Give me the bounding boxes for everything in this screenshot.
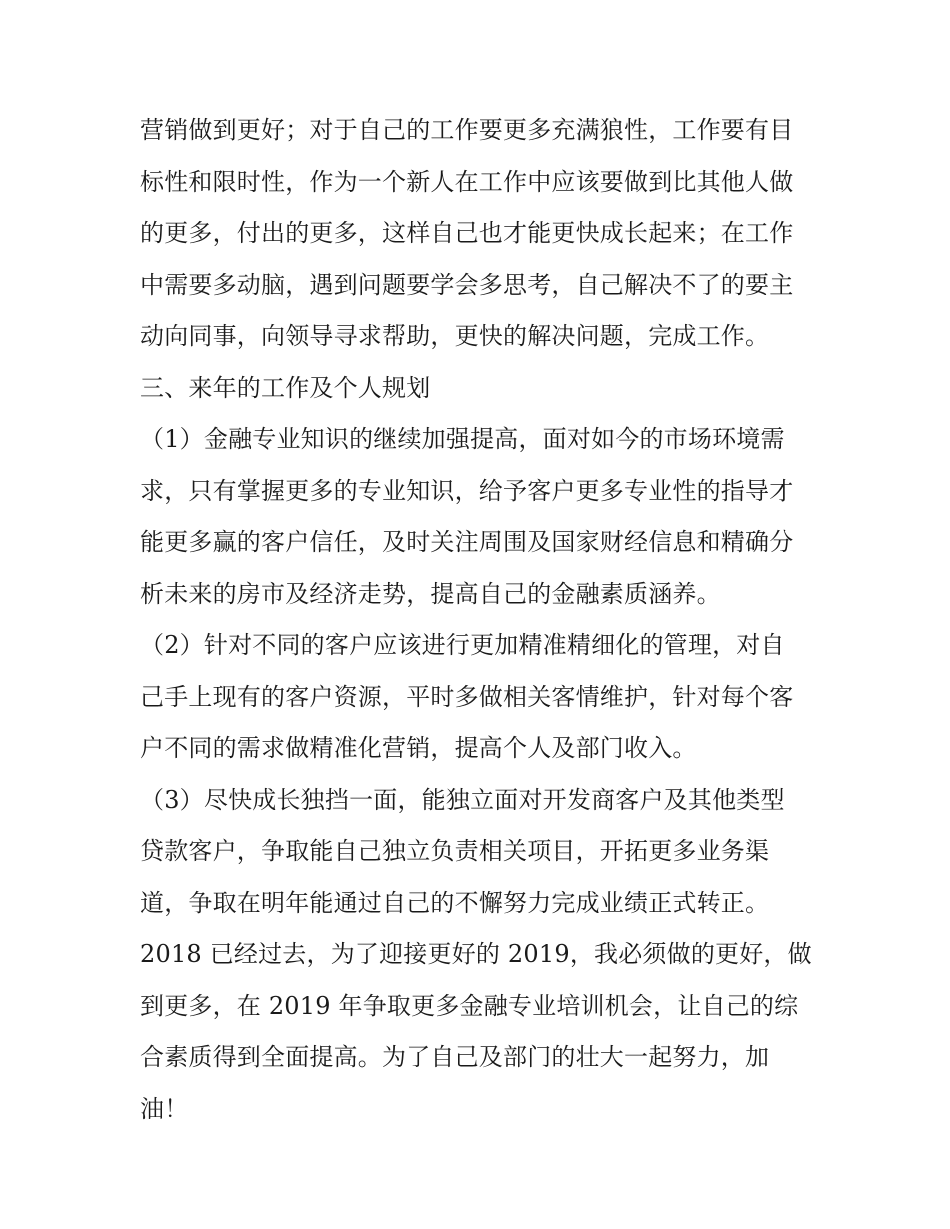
text-line: （1）金融专业知识的继续加强提高，面对如今的市场环境需 <box>140 425 785 453</box>
document-body <box>140 105 820 1135</box>
text-line: 的更多，付出的更多，这样自己也才能更快成长起来；在工作 <box>140 219 794 247</box>
text-line: （2）针对不同的客户应该进行更加精准精细化的管理，对自 <box>140 631 785 659</box>
text-line: （3）尽快成长独挡一面，能独立面对开发商客户及其他类型 <box>140 785 785 814</box>
text-line: 道，争取在明年能通过自己的不懈努力完成业绩正式转正。 <box>140 888 770 917</box>
text-line: 油！ <box>140 1094 189 1123</box>
text-line: 己手上现有的客户资源，平时多做相关客情维护，针对每个客 <box>140 682 794 711</box>
text-line: 到更多，在 2019 年争取更多金融专业培训机会，让自己的综 <box>140 991 799 1020</box>
text-line: 贷款客户，争取能自己独立负责相关项目，开拓更多业务渠 <box>140 837 770 865</box>
text-line: 合素质得到全面提高。为了自己及部门的壮大一起努力，加 <box>140 1043 770 1071</box>
text-line: 营销做到更好；对于自己的工作要更多充满狼性，工作要有目 <box>140 116 794 144</box>
text-line: 标性和限时性，作为一个新人在工作中应该要做到比其他人做 <box>140 167 794 196</box>
text-line: 户不同的需求做精准化营销，提高个人及部门收入。 <box>140 734 697 762</box>
text-line: 2018 已经过去，为了迎接更好的 2019，我必须做的更好，做 <box>140 940 812 968</box>
text-line: 动向同事，向领导寻求帮助，更快的解决问题，完成工作。 <box>140 322 770 350</box>
text-line: 中需要多动脑，遇到问题要学会多思考，自己解决不了的要主 <box>140 270 794 299</box>
text-line: 能更多赢的客户信任，及时关注周围及国家财经信息和精确分 <box>140 528 794 556</box>
text-line: 析未来的房市及经济走势，提高自己的金融素质涵养。 <box>140 579 721 608</box>
text-line: 求，只有掌握更多的专业知识，给予客户更多专业性的指导才 <box>140 476 794 505</box>
section-heading: 三、来年的工作及个人规划 <box>140 373 431 402</box>
